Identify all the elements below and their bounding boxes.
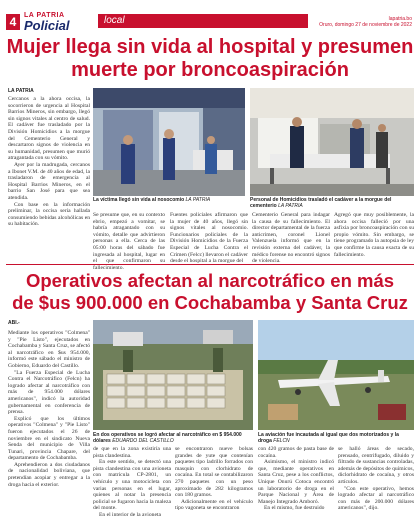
- article2-caption4-credit: FELCN: [273, 438, 290, 444]
- section-label: local: [104, 15, 125, 26]
- meta-site: lapatria.bo: [388, 16, 412, 22]
- article2-col1-p1: Mediante los operativos "Colmena" y "Pie Listo", ejecutados en Cochabamba y Santa Cruz, se afectó al narcotráfico en $us 954.000, informó este sábado el ministro de Gobierno, Eduardo del Castillo.: [8, 330, 91, 369]
- article-divider: [6, 264, 414, 265]
- article1-caption2-text: Personal de Homicidios trasladó el cadáver a la morgue del cementerio: [250, 197, 392, 209]
- article2-col2: [93, 446, 171, 526]
- article2-col3-p1: se encontraron nueve bolsas grandes de yute que contenían paquetes tipo ladrillo forrados con masquin con clorhidrato de cocaína. En total se contabilizaron 270 paquetes con un peso aproximado de 282 kilogramos con 180 gramos.: [175, 446, 253, 499]
- article2-col5: [338, 446, 414, 526]
- article1-caption2-credit: LA PATRIA: [278, 203, 303, 209]
- article1-photo-hospital: [93, 88, 245, 196]
- article1-photo-morgue: [250, 88, 414, 196]
- article1-col4: Cementerio General para indagar la causa de su fallecimiento. El director departamental de la fuerza anticrimen, coronel Lionel Valenzuela informó que en la revisión externa del cadáver, la médico forense no encontró signos de violencia.: [252, 212, 330, 265]
- article1-caption1-text: La víctima llegó sin vida al nosocomio: [93, 197, 185, 203]
- article2-col2-p2: En este sentido, se detectó una pista clandestina con una avioneta con matrícula CP-2801, un vehículo y una motocicleta con varias personas en el lugar, quienes al notar la presencia policial se fugaron hacia la maleza del monte.: [93, 459, 171, 512]
- article1-col2: Se presume que, en su contexto ebrio, empezó a vomitar, se habría atragantado con su vómito, detalle que advirtieron personas a ella. Cerca de las 05:00 horas del sábado fue ingresada al hospital, lugar en el que confirmaron su fallecimiento.: [93, 212, 165, 271]
- article1-col1-p2: Ayer por la madrugada, cercanos a Ibonet V.M. de 40 años de edad, la trasladaron de emergencia al Hospital Barrios Mineros, en el barrio San José para que sea atendida.: [8, 161, 90, 201]
- article1-col1-p1: Cercanos a la ahora occisa, la socorrieron de urgencia al Hospital Barrios Mineros, sin embargo, llegó sin signos vitales al centro de salud. El cadáver fue trasladado por la División Homicidios a la morgue del Cementerio General y descartaron signos de violencia en su humanidad, presumen que murió atragantada con su vómito.: [8, 96, 90, 162]
- page-header: [0, 0, 420, 34]
- article1-caption1: [93, 197, 245, 203]
- article2-col1: [8, 330, 90, 525]
- article2-col4-p2: Asimismo, el ministro indicó que, mediante operativos en Santa Cruz, pese a los conflictos, Unique Onurú Cotoca encontró un laboratorio de droga en el Parque Nacional y Área de Manejo Integrado Amboró.: [258, 459, 334, 505]
- article2-caption3: [93, 432, 253, 444]
- article2-headline-line1: Operativos afectan al narcotráfico en más: [25, 270, 395, 291]
- article1-col3: Fuentes policiales afirmaron que la mujer de 40 años, llegó sin signos vitales al nosocomio. Funcionarios policiales de la División Homicidios de la Fuerza Especial de Lucha Contra el Crimen (Felcc) llevaron el cadáver desde el hospital a la morgue del: [170, 212, 248, 265]
- brand-top: LA PATRIA: [24, 12, 65, 19]
- article2-col1-p2: "La Fuerza Especial de Lucha Contra el Narcotráfico (Felcn) ha logrado afectar al narcotráfico con más de 954.000 dólares americanos", indicó la autoridad gubernamental en conferencia de prensa.: [8, 369, 90, 416]
- page-number: 4: [6, 14, 20, 30]
- brand-main: Policial: [24, 18, 70, 33]
- article2-col5-p2: "Con este operativo, hemos logrado afectar al narcotráfico con más de 200.000 dólares americanos", dijo.: [338, 485, 414, 512]
- article1-caption2: [250, 197, 414, 209]
- article2-col5-p1: se halló áreas de secado, prensado, centrifugado, diluido y filtrado de sustancias controladas, además de depósitos de químicos, diclorhidrato de cocaína, y otros artículos.: [338, 446, 414, 485]
- article1-headline: [6, 36, 414, 82]
- article2-caption4: [258, 432, 414, 444]
- article2-col2-p3: En el interior de la avioneta: [99, 511, 161, 518]
- article2-col4-p1: con 420 gramos de pasta base de cocaína.: [258, 446, 334, 459]
- article2-caption3-text: En dos operativos se logró afectar al narcotráfico en $ 954.000 dólares: [93, 432, 242, 444]
- article2-col1-p4: Aprehendieron a dos ciudadanos de nacionalidad boliviana, que pretendían acopiar y entregar a la droga hacia el exterior.: [8, 461, 90, 488]
- article2-col3-p2: Adicionalmente en el vehículo tipo vagoneta se encontraron: [175, 498, 253, 512]
- article2-col3: [175, 446, 253, 526]
- header-meta: [319, 16, 412, 28]
- article2-col4-p3: En el mismo, fue destruido: [264, 505, 325, 512]
- article2-caption3-credit: EDUARDO DEL CASTILLO: [112, 438, 174, 444]
- article1-col1-p3: Con base en la información preliminar, la occisa sería hallada consumiendo bebidas alcohólicas en su habitación.: [8, 201, 90, 228]
- packages-photo: [93, 320, 253, 430]
- article1-headline-line1: Mujer llega sin vida al hospital y presumen: [6, 36, 414, 58]
- article2-caption4-text: La aviación fue incautada al igual que dos motorizados y la droga: [258, 432, 399, 444]
- hospital-photo: [93, 88, 245, 196]
- article2-photo-plane: [258, 320, 414, 430]
- plane-photo: [258, 320, 414, 430]
- article2-byline: ABI.-: [8, 320, 20, 326]
- article2-col1-p3: Explicó que los últimos operativos "Colmena" y "Pie Listo" fueron ejecutados el 26 de noviembre en el sindicato Nueva Senda del municipio de Villa Tunari, provincia Chapare, del departamento de Cochabamba.: [8, 415, 90, 462]
- article2-headline: [6, 270, 414, 314]
- section-bar: [98, 14, 308, 28]
- article1-caption1-credit: LA PATRIA: [185, 197, 211, 203]
- article2-photo-packages: [93, 320, 253, 430]
- article1-byline: LA PATRIA: [8, 88, 34, 94]
- article1-col1: [8, 96, 90, 262]
- article2-col4: [258, 446, 334, 526]
- article2-headline-line2: de $us 900.000 en Cochabamba y Santa Cruz: [12, 292, 408, 313]
- meta-date: Oruro, domingo 27 de noviembre de 2022: [319, 22, 412, 28]
- article2-col2-p1: de que en la zona existiría una pista clandestina.: [93, 446, 171, 459]
- article1-col5: Agregó que muy posiblemente, la ahora occisa falleció por una asfixia por broncoaspiración con su propio vómito. Sin embargo, se tiene programado la autopsia de ley que confirme la causa exacta de su fallecimiento.: [334, 212, 414, 258]
- morgue-photo: [250, 88, 414, 196]
- article1-headline-line2: muerte por broncoaspiración: [71, 59, 349, 81]
